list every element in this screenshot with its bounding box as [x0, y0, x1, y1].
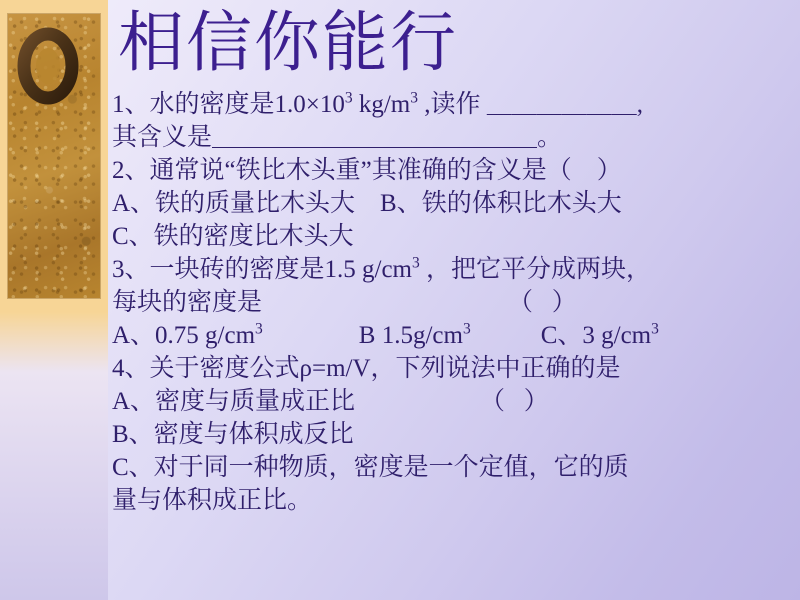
question-line: A、密度与质量成正比 （ ） [112, 388, 549, 415]
question-list [112, 88, 792, 517]
question-line: 其含义是＿＿＿＿＿＿＿＿＿＿＿＿＿。 [112, 124, 563, 151]
question-line: 3、一块砖的密度是1.5 $g/cm^3$ ，把它平分成两块， [112, 254, 652, 283]
key-icon [8, 14, 100, 298]
question-line: 4、关于密度公式ρ=m/V，下列说法中正确的是 [112, 355, 621, 382]
rusty-key-image [8, 14, 100, 298]
question-line: C、铁的密度比木头大 [112, 223, 354, 250]
question-line: 2、通常说“铁比木头重”其准确的含义是（ ） [112, 157, 622, 184]
question-line: A、0.75 $g/cm^3$ B $1.5g/cm^3$ C、3 $g/cm^3$ [112, 320, 659, 349]
question-line: 量与体积成正比。 [112, 487, 313, 514]
question-line: A、铁的质量比木头大 B、铁的体积比木头大 [112, 190, 622, 217]
page-title: 相信你能行 [118, 7, 458, 80]
question-line: 每块的密度是 （ ） [112, 289, 577, 316]
question-line: 1、水的密度是$1.0\times 10^3$ $kg/m^3$ ,读作 ＿＿＿＿＿＿, [112, 89, 644, 118]
question-line: C、对于同一种物质，密度是一个定值，它的质 [112, 454, 629, 481]
question-line: B、密度与体积成反比 [112, 421, 354, 448]
